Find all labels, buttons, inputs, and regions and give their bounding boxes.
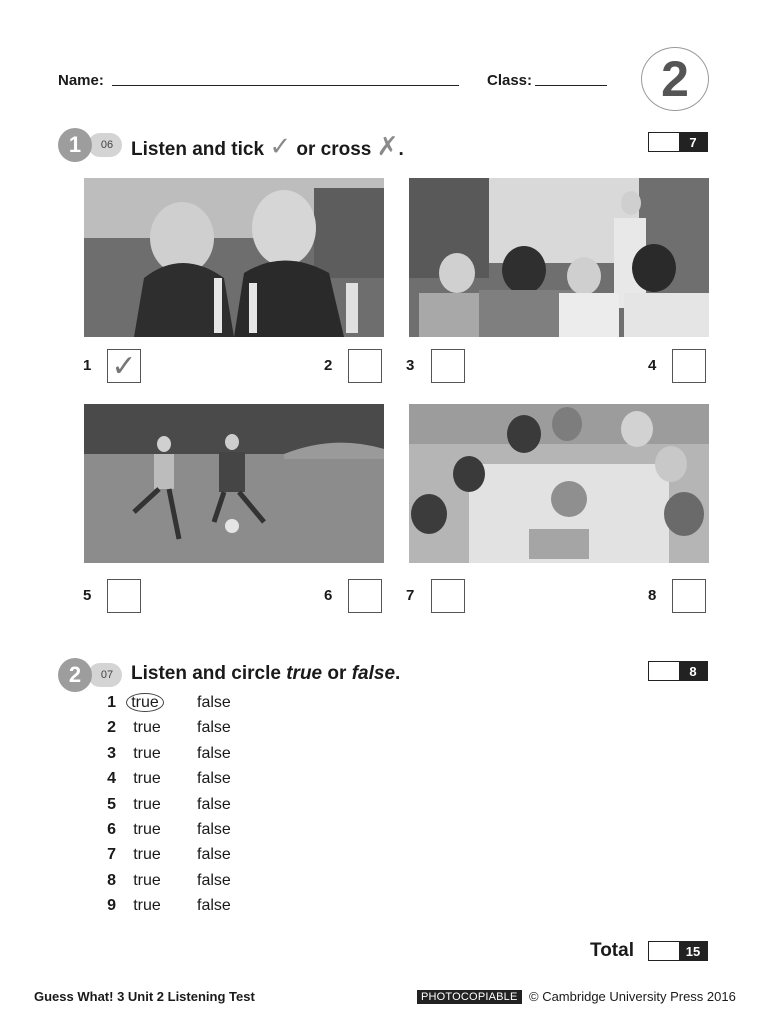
true-option-label: true bbox=[133, 745, 161, 762]
true-option-label: true bbox=[133, 897, 161, 914]
score-value: 7 bbox=[679, 133, 707, 151]
false-option[interactable] bbox=[197, 897, 231, 915]
answer-box-7[interactable] bbox=[431, 579, 465, 613]
answer-box-1[interactable]: ✓ bbox=[107, 349, 141, 383]
item-number: 2 bbox=[324, 357, 333, 374]
photo-football bbox=[84, 404, 384, 563]
true-option-label: true bbox=[133, 846, 161, 863]
score-blank[interactable] bbox=[649, 662, 679, 680]
name-field[interactable] bbox=[112, 85, 459, 86]
tf-item-number: 7 bbox=[107, 846, 116, 863]
true-option-label: true bbox=[133, 770, 161, 787]
total-label: Total bbox=[590, 940, 634, 961]
true-option[interactable] bbox=[126, 821, 168, 839]
class-field[interactable] bbox=[535, 85, 607, 86]
tf-item-number: 8 bbox=[107, 872, 116, 889]
true-option[interactable] bbox=[126, 745, 168, 763]
true-option[interactable] bbox=[126, 770, 168, 788]
score-blank[interactable] bbox=[649, 942, 679, 960]
false-option-label: false bbox=[197, 821, 231, 838]
false-option[interactable] bbox=[197, 872, 231, 890]
false-option[interactable] bbox=[197, 719, 231, 737]
score-value: 15 bbox=[679, 942, 707, 960]
instruction-period: . bbox=[398, 139, 404, 160]
cross-icon: ✗ bbox=[376, 131, 399, 161]
true-option-label: true bbox=[133, 821, 161, 838]
exercise-2-score-box bbox=[648, 661, 708, 681]
false-option-label: false bbox=[197, 796, 231, 813]
photo-science-class bbox=[84, 178, 384, 337]
true-option-label: true bbox=[126, 693, 164, 712]
answer-box-8[interactable] bbox=[672, 579, 706, 613]
instruction-false: false bbox=[351, 663, 396, 684]
false-option[interactable] bbox=[197, 770, 231, 788]
item-number: 3 bbox=[406, 357, 415, 374]
true-option-label: true bbox=[133, 719, 161, 736]
tf-item-number: 1 bbox=[107, 694, 116, 711]
name-label: Name: bbox=[58, 72, 104, 89]
exercise-1-instruction bbox=[131, 131, 404, 162]
false-option-label: false bbox=[197, 770, 231, 787]
true-option-label: true bbox=[133, 872, 161, 889]
item-number: 5 bbox=[83, 587, 92, 604]
false-option-label: false bbox=[197, 872, 231, 889]
false-option[interactable] bbox=[197, 745, 231, 763]
item-number: 1 bbox=[83, 357, 92, 374]
score-value: 8 bbox=[679, 662, 707, 680]
tf-item-number: 5 bbox=[107, 796, 116, 813]
true-option[interactable] bbox=[126, 872, 168, 890]
photo-teacher-board bbox=[409, 178, 709, 337]
audio-track-icon: 07 bbox=[88, 663, 122, 687]
tf-item-number: 4 bbox=[107, 770, 116, 787]
audio-track-icon: 06 bbox=[88, 133, 122, 157]
false-option-label: false bbox=[197, 745, 231, 762]
answer-box-3[interactable] bbox=[431, 349, 465, 383]
tf-item-number: 3 bbox=[107, 745, 116, 762]
exercise-2-badge bbox=[58, 658, 126, 692]
answer-box-4[interactable] bbox=[672, 349, 706, 383]
exercise-1-score-box bbox=[648, 132, 708, 152]
false-option-label: false bbox=[197, 719, 231, 736]
tf-item-number: 6 bbox=[107, 821, 116, 838]
item-number: 7 bbox=[406, 587, 415, 604]
tf-item-number: 9 bbox=[107, 897, 116, 914]
photocopiable-badge: PHOTOCOPIABLE bbox=[417, 990, 522, 1004]
item-number: 8 bbox=[648, 587, 657, 604]
unit-number-badge: 2 bbox=[641, 47, 709, 111]
total-score-box bbox=[648, 941, 708, 961]
instruction-or: or bbox=[327, 663, 347, 684]
footer-title: Guess What! 3 Unit 2 Listening Test bbox=[34, 989, 255, 1004]
answer-box-5[interactable] bbox=[107, 579, 141, 613]
true-option[interactable] bbox=[126, 846, 168, 864]
photo-craft-table bbox=[409, 404, 709, 563]
true-option[interactable] bbox=[126, 796, 168, 814]
exercise-1-number: 1 bbox=[58, 128, 92, 162]
false-option[interactable] bbox=[197, 796, 231, 814]
exercise-2-instruction bbox=[131, 663, 400, 685]
copyright-text: © Cambridge University Press 2016 bbox=[529, 989, 736, 1004]
instruction-text: Listen and circle bbox=[131, 663, 281, 684]
item-number: 6 bbox=[324, 587, 333, 604]
item-number: 4 bbox=[648, 357, 657, 374]
instruction-text: or cross bbox=[296, 139, 372, 160]
false-option-label: false bbox=[197, 897, 231, 914]
exercise-2-number: 2 bbox=[58, 658, 92, 692]
false-option[interactable] bbox=[197, 821, 231, 839]
exercise-1-badge bbox=[58, 128, 126, 162]
instruction-period: . bbox=[395, 663, 401, 684]
false-option-label: false bbox=[197, 694, 231, 711]
answer-box-6[interactable] bbox=[348, 579, 382, 613]
false-option-label: false bbox=[197, 846, 231, 863]
instruction-true: true bbox=[286, 663, 323, 684]
class-label: Class: bbox=[487, 72, 533, 89]
true-option[interactable] bbox=[126, 897, 168, 915]
score-blank[interactable] bbox=[649, 133, 679, 151]
tf-item-number: 2 bbox=[107, 719, 116, 736]
false-option[interactable] bbox=[197, 846, 231, 864]
answer-box-2[interactable] bbox=[348, 349, 382, 383]
true-option-label: true bbox=[133, 796, 161, 813]
tick-icon: ✓ bbox=[269, 131, 292, 161]
false-option[interactable] bbox=[197, 694, 231, 712]
true-option[interactable] bbox=[126, 719, 168, 737]
true-option[interactable] bbox=[126, 694, 168, 712]
instruction-text: Listen and tick bbox=[131, 139, 265, 160]
